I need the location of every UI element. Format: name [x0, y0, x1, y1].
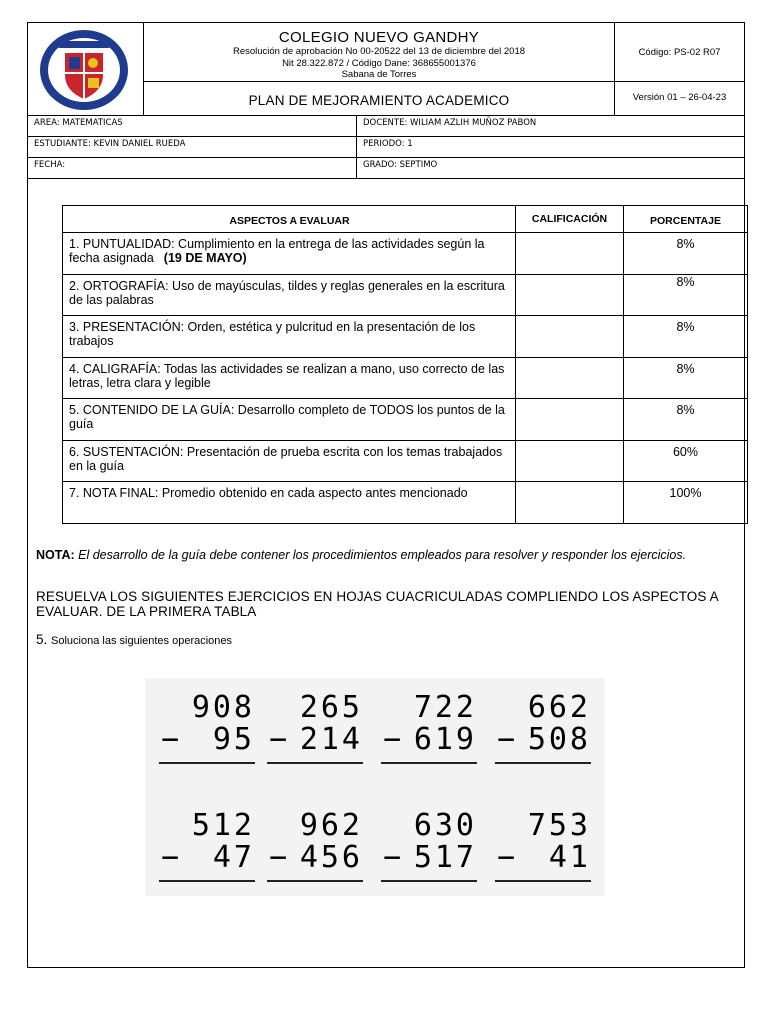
subtraction-problem — [497, 808, 591, 882]
grade-field: GRADO: SEPTIMO — [363, 160, 438, 170]
version-text: Versión 01 – 26-04-23 — [632, 92, 727, 103]
percent-cell: 60% — [624, 440, 748, 482]
minuend: 512 — [191, 808, 255, 843]
result-line — [495, 762, 591, 764]
percent-cell: 8% — [624, 357, 748, 399]
percent-cell: 8% — [624, 233, 748, 275]
aspect-cell: 6. SUSTENTACIÓN: Presentación de prueba escrita con los temas trabajados en la guía — [63, 440, 516, 482]
subtrahend: 456 — [299, 840, 363, 875]
grade-input-cell[interactable] — [516, 316, 624, 358]
aspect-cell: 4. CALIGRAFÍA: Todas las actividades se realizan a mano, uso correcto de las letras, letra clara y legible — [63, 357, 516, 399]
note-paragraph — [36, 548, 736, 562]
percent-cell: 8% — [624, 399, 748, 441]
school-logo-cell — [27, 22, 144, 116]
subtrahend: 47 — [212, 840, 255, 875]
table-row — [63, 440, 748, 482]
table-row — [63, 316, 748, 358]
exercise-number: 5. — [36, 632, 48, 647]
result-line — [495, 880, 591, 882]
document-code-cell — [614, 22, 745, 82]
deadline-text: (19 DE MAYO) — [163, 251, 247, 265]
subtrahend: 619 — [413, 722, 477, 757]
info-row-date — [27, 158, 745, 179]
percent-cell: 8% — [624, 274, 748, 316]
resolution-text: Resolución de aprobación No 00-20522 del 13 de diciembre del 2018 — [232, 46, 526, 57]
minus-icon: − — [269, 722, 291, 757]
aspect-text: 1. PUNTUALIDAD: Cumplimiento en la entrega de las actividades según la fecha asignada — [69, 237, 485, 265]
document-code: Código: PS-02 R07 — [638, 47, 721, 58]
result-line — [159, 762, 255, 764]
minus-icon: − — [383, 722, 405, 757]
header-grade: CALIFICACIÓN — [516, 206, 624, 233]
grade-input-cell[interactable] — [516, 399, 624, 441]
school-crest-icon — [28, 23, 145, 117]
aspect-cell — [63, 233, 516, 275]
plan-title-cell — [143, 81, 615, 116]
result-line — [381, 880, 477, 882]
table-row — [63, 233, 748, 275]
subtrahend: 214 — [299, 722, 363, 757]
student-field: ESTUDIANTE: KEVIN DANIEL RUEDA — [28, 137, 357, 157]
aspect-cell: 5. CONTENIDO DE LA GUÍA: Desarrollo completo de TODOS los puntos de la guía — [63, 399, 516, 441]
table-row — [63, 274, 748, 316]
result-line — [267, 762, 363, 764]
subtrahend: 508 — [527, 722, 591, 757]
exercise-title: Soluciona las siguientes operaciones — [51, 635, 233, 647]
subtraction-problem — [383, 808, 477, 882]
nit-text: Nit 28.322.872 / Código Dane: 368655001376 — [282, 57, 476, 69]
minuend: 962 — [299, 808, 363, 843]
city-text: Sabana de Torres — [341, 69, 417, 80]
note-label: NOTA: — [36, 548, 75, 562]
minus-icon: − — [497, 722, 519, 757]
grade-input-cell[interactable] — [516, 357, 624, 399]
school-name: COLEGIO NUEVO GANDHY — [278, 29, 480, 46]
note-body: El desarrollo de la guía debe contener los procedimientos empleados para resolver y responder los ejercicios. — [78, 548, 687, 562]
instruction-paragraph: RESUELVA LOS SIGUIENTES EJERCICIOS EN HOJAS CUACRICULADAS COMPLIENDO LOS ASPECTOS A EVALUAR. DE LA PRIMERA TABLA — [36, 589, 718, 619]
grade-input-cell[interactable] — [516, 482, 624, 524]
date-field: FECHA: — [28, 158, 357, 178]
grade-input-cell[interactable] — [516, 233, 624, 275]
info-row-student — [27, 137, 745, 158]
info-row-area — [27, 116, 745, 137]
plan-title: PLAN DE MEJORAMIENTO ACADEMICO — [248, 93, 510, 108]
teacher-field: DOCENTE: WILIAM AZLIH MUÑOZ PABON — [363, 118, 537, 128]
grade-input-cell[interactable] — [516, 440, 624, 482]
subtrahend: 41 — [548, 840, 591, 875]
header-percent: PORCENTAJE — [624, 206, 748, 233]
header-aspects: ASPECTOS A EVALUAR — [63, 206, 516, 233]
subtraction-problem — [383, 690, 477, 764]
result-line — [159, 880, 255, 882]
table-row — [63, 482, 748, 524]
subtraction-problem — [161, 808, 255, 882]
minus-icon: − — [497, 840, 519, 875]
minuend: 265 — [299, 690, 363, 725]
minuend: 753 — [527, 808, 591, 843]
minus-icon: − — [383, 840, 405, 875]
aspect-cell: 2. ORTOGRAFÍA: Uso de mayúsculas, tildes y reglas generales en la escritura de las palabras — [63, 274, 516, 316]
area-field: AREA: MATEMATICAS — [28, 116, 357, 136]
table-row — [63, 399, 748, 441]
minuend: 722 — [413, 690, 477, 725]
school-title-cell — [143, 22, 615, 82]
result-line — [267, 880, 363, 882]
exercise-heading — [36, 632, 232, 647]
minuend: 908 — [191, 690, 255, 725]
percent-cell: 8% — [624, 316, 748, 358]
minuend: 662 — [527, 690, 591, 725]
grade-input-cell[interactable] — [516, 274, 624, 316]
table-row — [63, 357, 748, 399]
aspect-cell: 3. PRESENTACIÓN: Orden, estética y pulcritud en la presentación de los trabajos — [63, 316, 516, 358]
subtraction-problem — [497, 690, 591, 764]
minus-icon: − — [161, 722, 183, 757]
period-field: PERIODO: 1 — [363, 139, 413, 149]
evaluation-table — [62, 205, 748, 524]
subtraction-problem — [269, 690, 363, 764]
result-line — [381, 762, 477, 764]
version-cell — [614, 81, 745, 116]
operations-image — [145, 678, 605, 896]
subtrahend: 517 — [413, 840, 477, 875]
percent-cell: 100% — [624, 482, 748, 524]
subtraction-problem — [269, 808, 363, 882]
subtraction-problem — [161, 690, 255, 764]
subtrahend: 95 — [212, 722, 255, 757]
minus-icon: − — [269, 840, 291, 875]
aspect-cell: 7. NOTA FINAL: Promedio obtenido en cada aspecto antes mencionado — [63, 482, 516, 524]
table-header-row — [63, 206, 748, 233]
minuend: 630 — [413, 808, 477, 843]
minus-icon: − — [161, 840, 183, 875]
